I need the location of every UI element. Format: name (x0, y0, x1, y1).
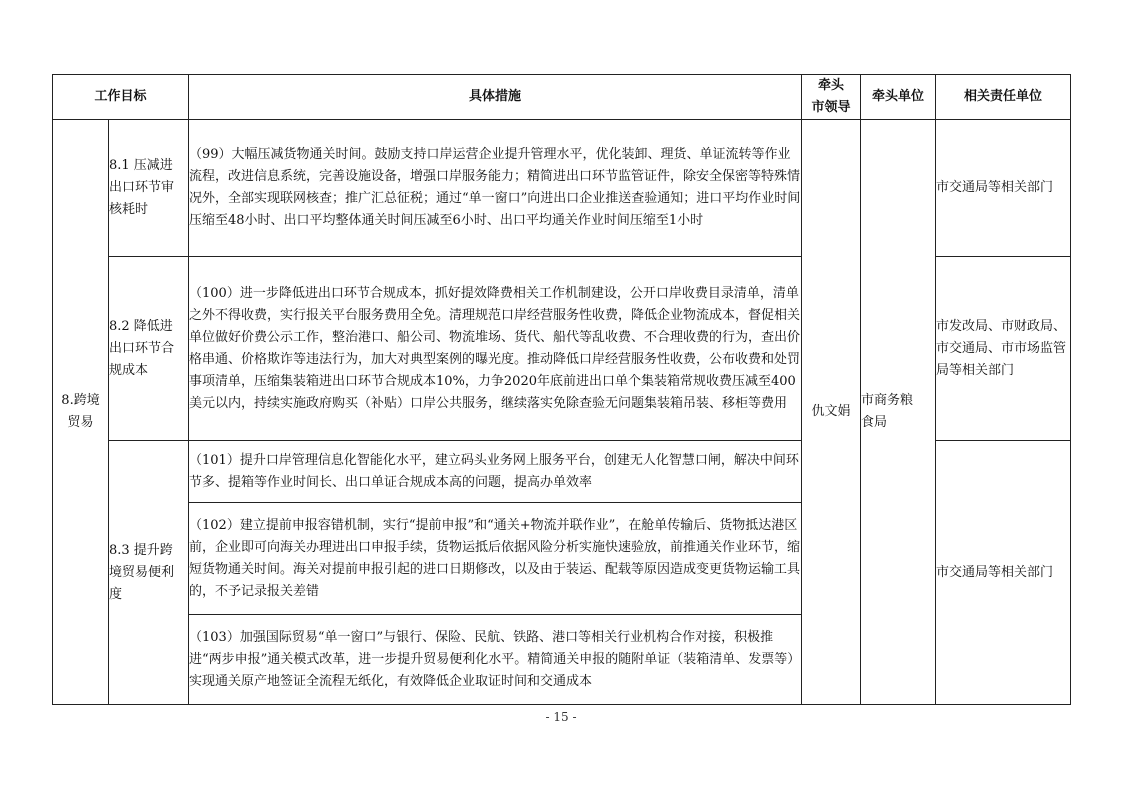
table-header-row (53, 75, 1071, 120)
lead-unit-cell: 市商务粮 食局 (861, 120, 936, 705)
measure-102: （102）建立提前申报容错机制，实行“提前申报”和“通关+物流并联作业”，在舱单传输后、货物抵达港区前，企业即可向海关办理进出口申报手续，货物运抵后依据风险分析实施快速验放，前推通关作业环节，缩短货物通关时间。海关对提前申报引起的进口日期修改，以及由于装运、配载等原因造成变更货物运输工具的，不予记录报关差错 (189, 503, 802, 615)
goal-cross-border-trade: 8.跨境 贸易 (53, 120, 109, 705)
subgoal-8-2: 8.2 降低进 出口环节合 规成本 (109, 257, 189, 441)
measure-100: （100）进一步降低进出口环节合规成本，抓好提效降费相关工作机制建设，公开口岸收费目录清单，清单之外不得收费，实行报关平台服务费用全免。清理规范口岸经营服务性收费，降低企业物流成本，督促相关单位做好价费公示工作，整治港口、船公司、物流堆场、货代、船代等乱收费、不合理收费的行为，查出价格串通、价格欺诈等违法行为，加大对典型案例的曝光度。推动降低口岸经营服务性收费，公布收费和处罚事项清单，压缩集装箱进出口环节合规成本10%，力争2020年底前进出口单个集装箱常规收费压减至400美元以内，持续实施政府购买（补贴）口岸公共服务，继续落实免除查验无问题集装箱吊装、移柜等费用 (189, 257, 802, 441)
related-units-8-2: 市发改局、市财政局、市交通局、市市场监管局等相关部门 (936, 257, 1071, 441)
related-units-8-1: 市交通局等相关部门 (936, 120, 1071, 257)
lead-leader-cell: 仇文娟 (802, 120, 861, 705)
subgoal-8-3: 8.3 提升跨 境贸易便利 度 (109, 441, 189, 705)
measure-99: （99）大幅压减货物通关时间。鼓励支持口岸运营企业提升管理水平，优化装卸、理货、单证流转等作业流程，改进信息系统，完善设施设备，增强口岸服务能力；精简进出口环节监管证件，除安全保密等特殊情况外，全部实现联网核查；推广汇总征税；通过“单一窗口”向进出口企业推送查验通知；进口平均作业时间压缩至48小时、出口平均整体通关时间压减至6小时、出口平均通关作业时间压缩至1小时 (189, 120, 802, 257)
header-work-goal: 工作目标 (53, 75, 189, 120)
header-lead-unit: 牵头单位 (861, 75, 936, 120)
related-units-8-3: 市交通局等相关部门 (936, 441, 1071, 705)
header-related-units: 相关责任单位 (936, 75, 1071, 120)
table-row (53, 120, 1071, 257)
measures-table (52, 74, 1071, 705)
measure-101: （101）提升口岸管理信息化智能化水平，建立码头业务网上服务平台，创建无人化智慧口闸，解决中间环节多、提箱等作业时间长、出口单证合规成本高的问题，提高办单效率 (189, 441, 802, 503)
page-number: - 15 - (545, 710, 577, 724)
measure-103: （103）加强国际贸易“单一窗口”与银行、保险、民航、铁路、港口等相关行业机构合作对接，积极推进“两步申报”通关模式改革，进一步提升贸易便利化水平。精简通关申报的随附单证（装箱清单、发票等）实现通关原产地签证全流程无纸化，有效降低企业取证时间和交通成本 (189, 615, 802, 705)
header-measures: 具体措施 (189, 75, 802, 120)
header-lead-leader: 牵头 市领导 (802, 75, 861, 120)
subgoal-8-1: 8.1 压减进 出口环节审 核耗时 (109, 120, 189, 257)
